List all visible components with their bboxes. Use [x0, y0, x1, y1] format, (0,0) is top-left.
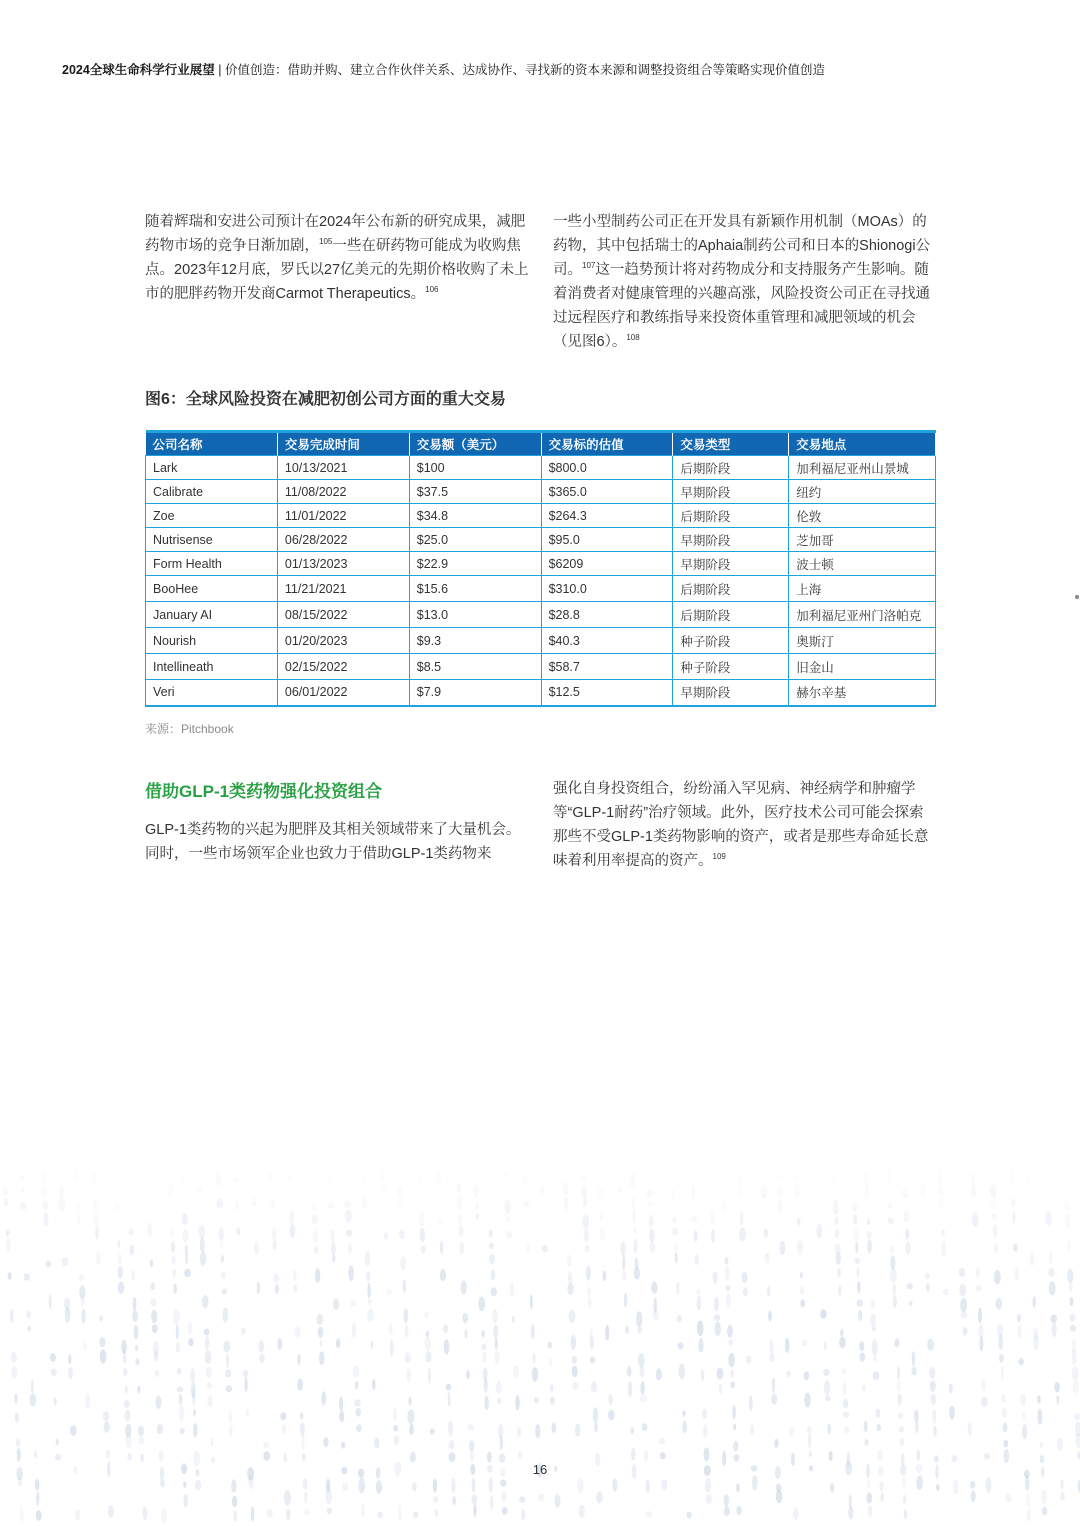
- table-cell: Nutrisense: [146, 528, 278, 552]
- section-right-paragraph: [553, 777, 938, 873]
- column-header: 交易完成时间: [277, 432, 409, 456]
- running-header: [62, 60, 1022, 78]
- table-cell: Zoe: [146, 504, 278, 528]
- table-cell: 后期阶段: [673, 602, 789, 628]
- table-cell: 加利福尼亚州门洛帕克: [789, 602, 936, 628]
- footnote-ref: 109: [712, 852, 726, 862]
- table-cell: 后期阶段: [673, 576, 789, 602]
- table-cell: 02/15/2022: [277, 654, 409, 680]
- table-cell: 种子阶段: [673, 628, 789, 654]
- table-cell: 早期阶段: [673, 680, 789, 706]
- footnote-ref: 106: [425, 285, 439, 295]
- table-row: [146, 528, 936, 552]
- table-cell: 10/13/2021: [277, 456, 409, 480]
- table-cell: $365.0: [541, 480, 673, 504]
- table-cell: 01/20/2023: [277, 628, 409, 654]
- table-cell: January AI: [146, 602, 278, 628]
- table-row: [146, 576, 936, 602]
- section-left-paragraph: [145, 818, 530, 866]
- intro-left-paragraph: [145, 210, 530, 306]
- table-cell: 06/28/2022: [277, 528, 409, 552]
- table-cell: 奥斯汀: [789, 628, 936, 654]
- table-cell: 纽约: [789, 480, 936, 504]
- table-cell: $37.5: [409, 480, 541, 504]
- table-row: [146, 680, 936, 706]
- table-cell: $9.3: [409, 628, 541, 654]
- table-cell: $7.9: [409, 680, 541, 706]
- table-row: [146, 480, 936, 504]
- table-cell: 上海: [789, 576, 936, 602]
- table-cell: Veri: [146, 680, 278, 706]
- table-cell: Nourish: [146, 628, 278, 654]
- table-cell: $34.8: [409, 504, 541, 528]
- table-cell: 11/01/2022: [277, 504, 409, 528]
- report-title: 2024全球生命科学行业展望: [62, 63, 215, 77]
- column-header: 公司名称: [146, 432, 278, 456]
- table-row: [146, 602, 936, 628]
- table-cell: $6209: [541, 552, 673, 576]
- table-cell: $13.0: [409, 602, 541, 628]
- table-cell: 旧金山: [789, 654, 936, 680]
- table-cell: 伦敦: [789, 504, 936, 528]
- footnote-ref: 105: [319, 237, 333, 247]
- edge-mark: [1075, 595, 1079, 599]
- table-source: 来源：Pitchbook: [145, 722, 234, 736]
- table-cell: 种子阶段: [673, 654, 789, 680]
- table-cell: $28.8: [541, 602, 673, 628]
- table-cell: 06/01/2022: [277, 680, 409, 706]
- table-cell: $800.0: [541, 456, 673, 480]
- paragraph-text: 一些在研药物可能成为收购焦点。2023年12月底，罗氏以27亿美元的先期价格收购了未上市的肥胖药物开发商Carmot Therapeutics。: [145, 238, 529, 302]
- table-cell: Intellineath: [146, 654, 278, 680]
- paragraph-text: 一些小型制药公司正在开发具有新颖作用机制（MOAs）的药物，其中包括瑞士的Aphaia制药公司和日本的Shionogi公司。: [553, 214, 931, 278]
- paragraph-text: GLP-1类药物的兴起为肥胖及其相关领域带来了大量机会。同时，一些市场领军企业也致力于借助GLP-1类药物来: [145, 822, 521, 862]
- table-row: [146, 628, 936, 654]
- table-cell: $12.5: [541, 680, 673, 706]
- footnote-ref: 108: [626, 333, 640, 343]
- table-cell: 后期阶段: [673, 504, 789, 528]
- table-cell: $40.3: [541, 628, 673, 654]
- table-cell: BooHee: [146, 576, 278, 602]
- column-header: 交易标的估值: [541, 432, 673, 456]
- table-cell: Form Health: [146, 552, 278, 576]
- table-row: [146, 504, 936, 528]
- column-header: 交易额（美元）: [409, 432, 541, 456]
- table-cell: $8.5: [409, 654, 541, 680]
- column-header: 交易类型: [673, 432, 789, 456]
- column-header: 交易地点: [789, 432, 936, 456]
- table-cell: Lark: [146, 456, 278, 480]
- table-cell: $22.9: [409, 552, 541, 576]
- table-cell: $264.3: [541, 504, 673, 528]
- intro-right-paragraph: [553, 210, 938, 354]
- table-cell: 11/08/2022: [277, 480, 409, 504]
- table-cell: Calibrate: [146, 480, 278, 504]
- figure-title: 图6：全球风险投资在减肥初创公司方面的重大交易: [145, 391, 506, 408]
- table-cell: $95.0: [541, 528, 673, 552]
- table-cell: $58.7: [541, 654, 673, 680]
- table-row: [146, 654, 936, 680]
- paragraph-text: 随着辉瑞和安进公司预计在2024年公布新的研究成果，减肥药物市场的竞争日渐加剧，: [145, 214, 526, 254]
- table-cell: $25.0: [409, 528, 541, 552]
- table-cell: 芝加哥: [789, 528, 936, 552]
- table-cell: 赫尔辛基: [789, 680, 936, 706]
- deals-table: [145, 430, 936, 707]
- table-cell: 后期阶段: [673, 456, 789, 480]
- table-cell: 早期阶段: [673, 552, 789, 576]
- table-header-row: [146, 432, 936, 456]
- table-cell: $15.6: [409, 576, 541, 602]
- page-number: 16: [532, 1462, 548, 1477]
- header-separator: |: [214, 63, 226, 77]
- table-cell: 早期阶段: [673, 528, 789, 552]
- table-cell: 加利福尼亚州山景城: [789, 456, 936, 480]
- paragraph-text: 强化自身投资组合，纷纷涌入罕见病、神经病学和肿瘤学等“GLP-1耐药”治疗领域。此外，医疗技术公司可能会探索那些不受GLP-1类药物影响的资产，或者是那些寿命延长意味着利用率提高的资产。: [553, 781, 929, 869]
- table-cell: 11/21/2021: [277, 576, 409, 602]
- table-row: [146, 552, 936, 576]
- section-heading: 借助GLP-1类药物强化投资组合: [145, 782, 383, 801]
- footnote-ref: 107: [582, 261, 596, 271]
- paragraph-text: 这一趋势预计将对药物成分和支持服务产生影响。随着消费者对健康管理的兴趣高涨，风险投资公司正在寻找通过远程医疗和教练指导来投资体重管理和减肥领域的机会（见图6）。: [553, 262, 930, 350]
- header-subtitle: 价值创造：借助并购、建立合作伙伴关系、达成协作、寻找新的资本来源和调整投资组合等策略实现价值创造: [225, 63, 826, 77]
- table-cell: 08/15/2022: [277, 602, 409, 628]
- table-cell: 01/13/2023: [277, 552, 409, 576]
- table-row: [146, 456, 936, 480]
- table-cell: $310.0: [541, 576, 673, 602]
- table-cell: 早期阶段: [673, 480, 789, 504]
- table-cell: 波士顿: [789, 552, 936, 576]
- table-cell: $100: [409, 456, 541, 480]
